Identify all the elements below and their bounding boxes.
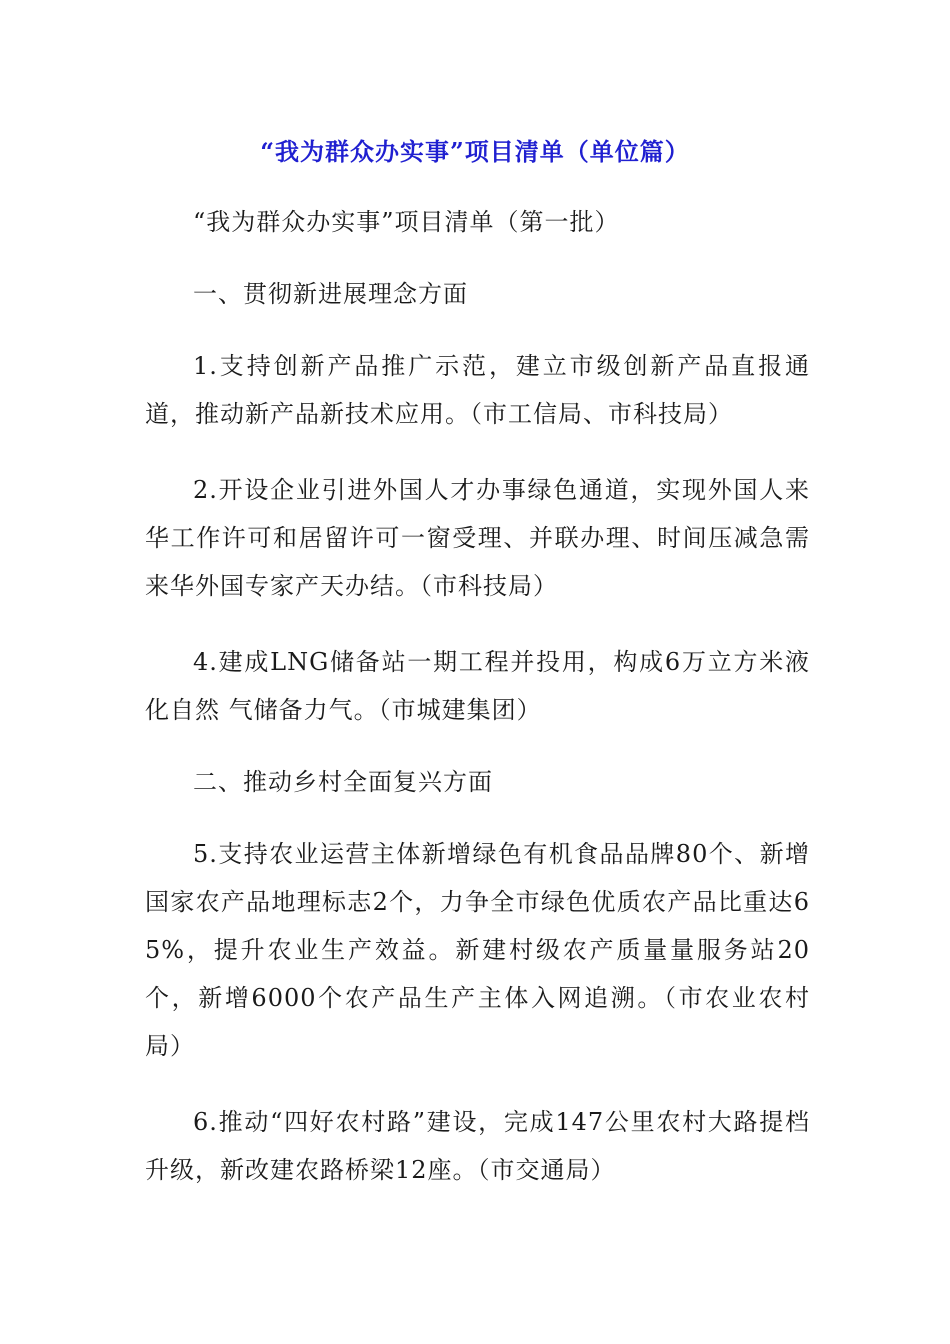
- section-heading-1: 一、贯彻新进展理念方面: [193, 280, 468, 308]
- section-heading-2: 二、推动乡村全面复兴方面: [193, 768, 493, 796]
- list-item-4: 4.建成LNG储备站一期工程并投用，构成6万立方米液化自然 气储备力气。（市城建集团）: [145, 648, 810, 724]
- list-item-1: 1.支持创新产品推广示范，建立市级创新产品直报通道，推动新产品新技术应用。（市工信局、市科技局）: [145, 352, 810, 428]
- list-item-5: 5.支持农业运营主体新增绿色有机食品品牌80个、新增国家农产品地理标志2个，力争全市绿色优质农产品比重达65%，提升农业生产效益。新建村级农产质量量服务站20个，新增6000个农产品生产主体入网追溯。（市农业农村局）: [145, 840, 810, 1060]
- list-item-2: 2.开设企业引进外国人才办事绿色通道，实现外国人来华工作许可和居留许可一窗受理、并联办理、时间压减急需来华外国专家产天办结。（市科技局）: [145, 476, 810, 600]
- document-subtitle: “我为群众办实事”项目清单（第一批）: [193, 208, 620, 236]
- document-title: “我为群众办实事”项目清单（单位篇）: [260, 137, 690, 166]
- list-item-6: 6.推动“四好农村路”建设，完成147公里农村大路提档升级，新改建农路桥梁12座。（市交通局）: [145, 1108, 810, 1184]
